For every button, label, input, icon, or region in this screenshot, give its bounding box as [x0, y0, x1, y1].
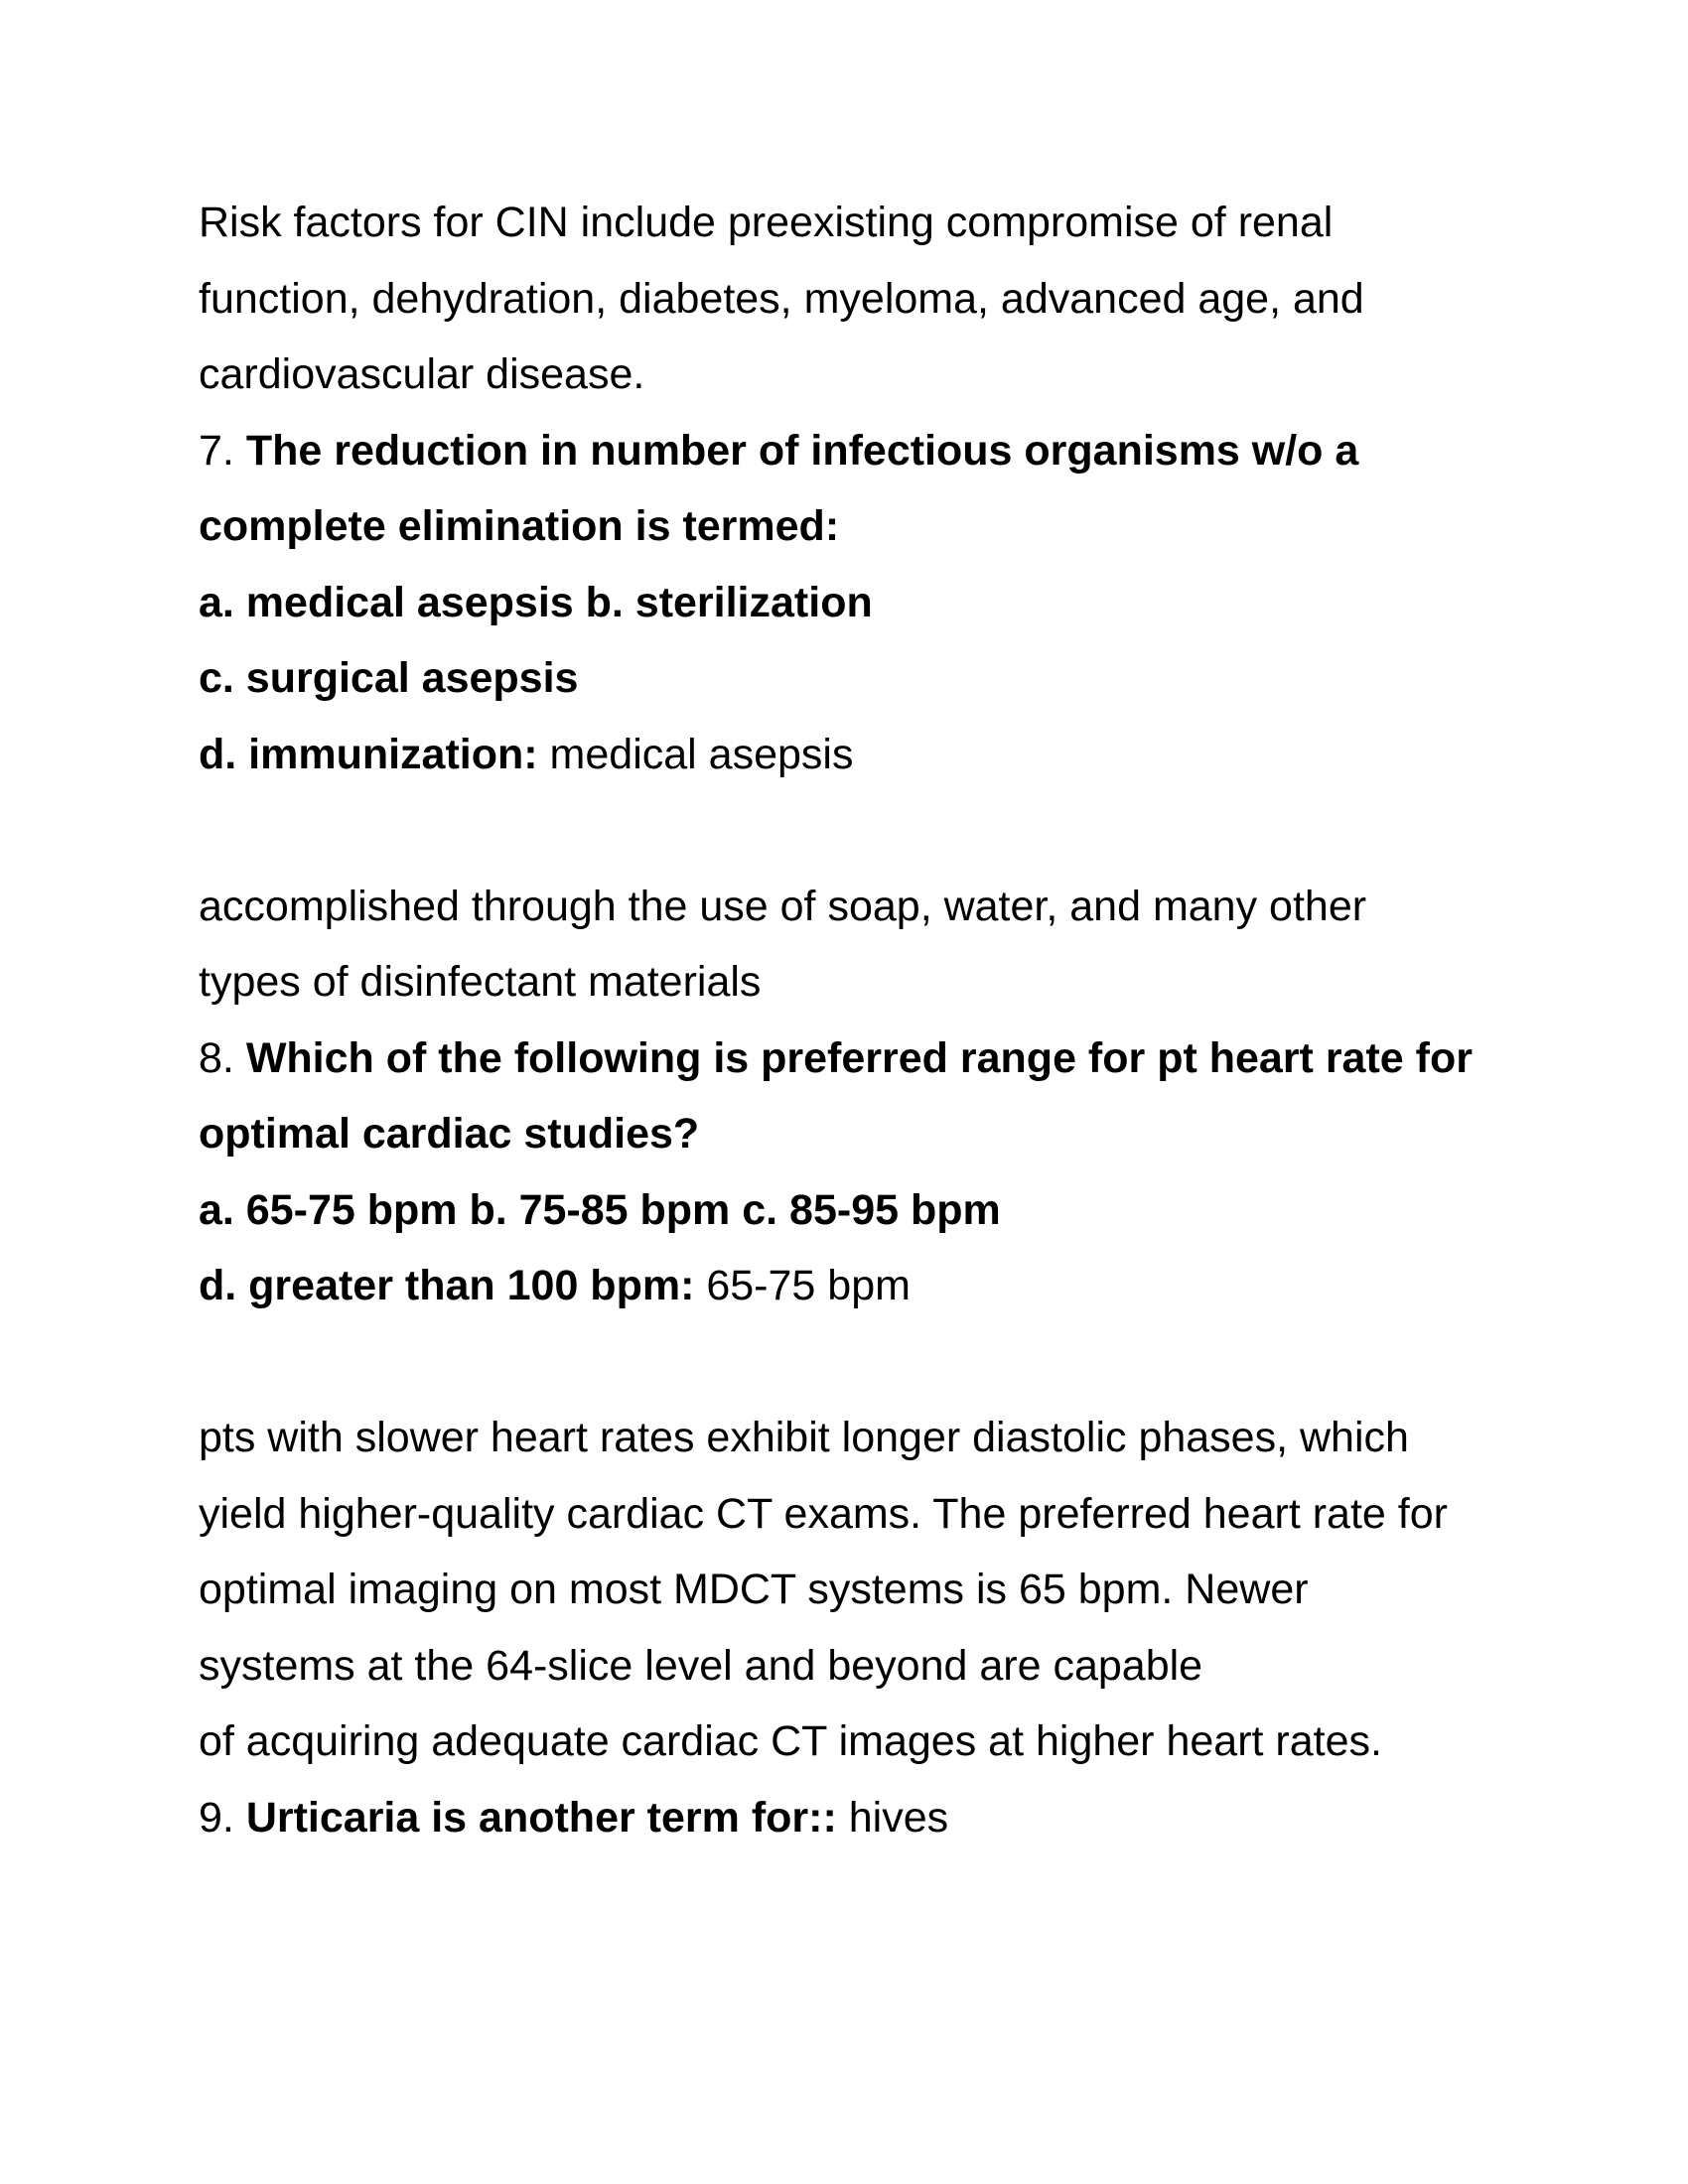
question-7-line — [199, 413, 1519, 489]
question-7-option: c. surgical asepsis — [199, 654, 579, 702]
question-7-explanation: types of disinfectant materials — [199, 958, 762, 1006]
question-9 — [199, 1780, 1519, 1856]
question-7-text: complete elimination is termed: — [199, 502, 840, 550]
intro-line: Risk factors for CIN include preexisting compromise of renal — [199, 199, 1334, 246]
question-9-answer: hives — [836, 1793, 949, 1842]
question-7-explanation: accomplished through the use of soap, water, and many other — [199, 882, 1367, 930]
question-9-line — [199, 1780, 1519, 1856]
spacer — [199, 1324, 1519, 1401]
question-8-explanation: optimal imaging on most MDCT systems is 65 bpm. Newer — [199, 1566, 1309, 1613]
question-8-text: Which of the following is preferred range for pt heart rate for — [245, 1033, 1473, 1082]
question-8-option: d. greater than 100 bpm: — [199, 1262, 695, 1309]
question-8-last-option-line — [199, 1248, 1519, 1324]
question-7 — [199, 413, 1519, 1021]
intro-line: cardiovascular disease. — [199, 350, 645, 398]
question-8-explanation: systems at the 64-slice level and beyond are capable — [199, 1641, 1203, 1690]
question-7-number: 7. — [199, 426, 246, 475]
question-9-text: Urticaria is another term for:: — [245, 1793, 837, 1842]
document-page — [199, 185, 1519, 1855]
question-7-answer: medical asepsis — [537, 730, 854, 778]
intro-paragraph — [199, 185, 1519, 413]
question-7-option: a. medical asepsis b. sterilization — [199, 578, 873, 626]
question-8-line — [199, 1021, 1519, 1097]
question-7-option: d. immunization: — [199, 730, 538, 778]
question-7-last-option-line — [199, 717, 1519, 793]
spacer — [199, 792, 1519, 869]
question-7-text: The reduction in number of infectious organisms w/o a — [245, 426, 1359, 475]
question-8-explanation: of acquiring adequate cardiac CT images at higher heart rates. — [199, 1717, 1382, 1765]
question-8-answer: 65-75 bpm — [694, 1262, 911, 1309]
question-8-explanation: yield higher-quality cardiac CT exams. The preferred heart rate for — [199, 1489, 1448, 1538]
question-8 — [199, 1021, 1519, 1780]
intro-line: function, dehydration, diabetes, myeloma, advanced age, and — [199, 274, 1364, 323]
question-8-number: 8. — [199, 1033, 246, 1082]
question-8-option: a. 65-75 bpm b. 75-85 bpm c. 85-95 bpm — [199, 1185, 1001, 1234]
question-8-text: optimal cardiac studies? — [199, 1110, 700, 1158]
question-9-number: 9. — [199, 1793, 246, 1842]
question-8-explanation: pts with slower heart rates exhibit longer diastolic phases, which — [199, 1414, 1409, 1461]
